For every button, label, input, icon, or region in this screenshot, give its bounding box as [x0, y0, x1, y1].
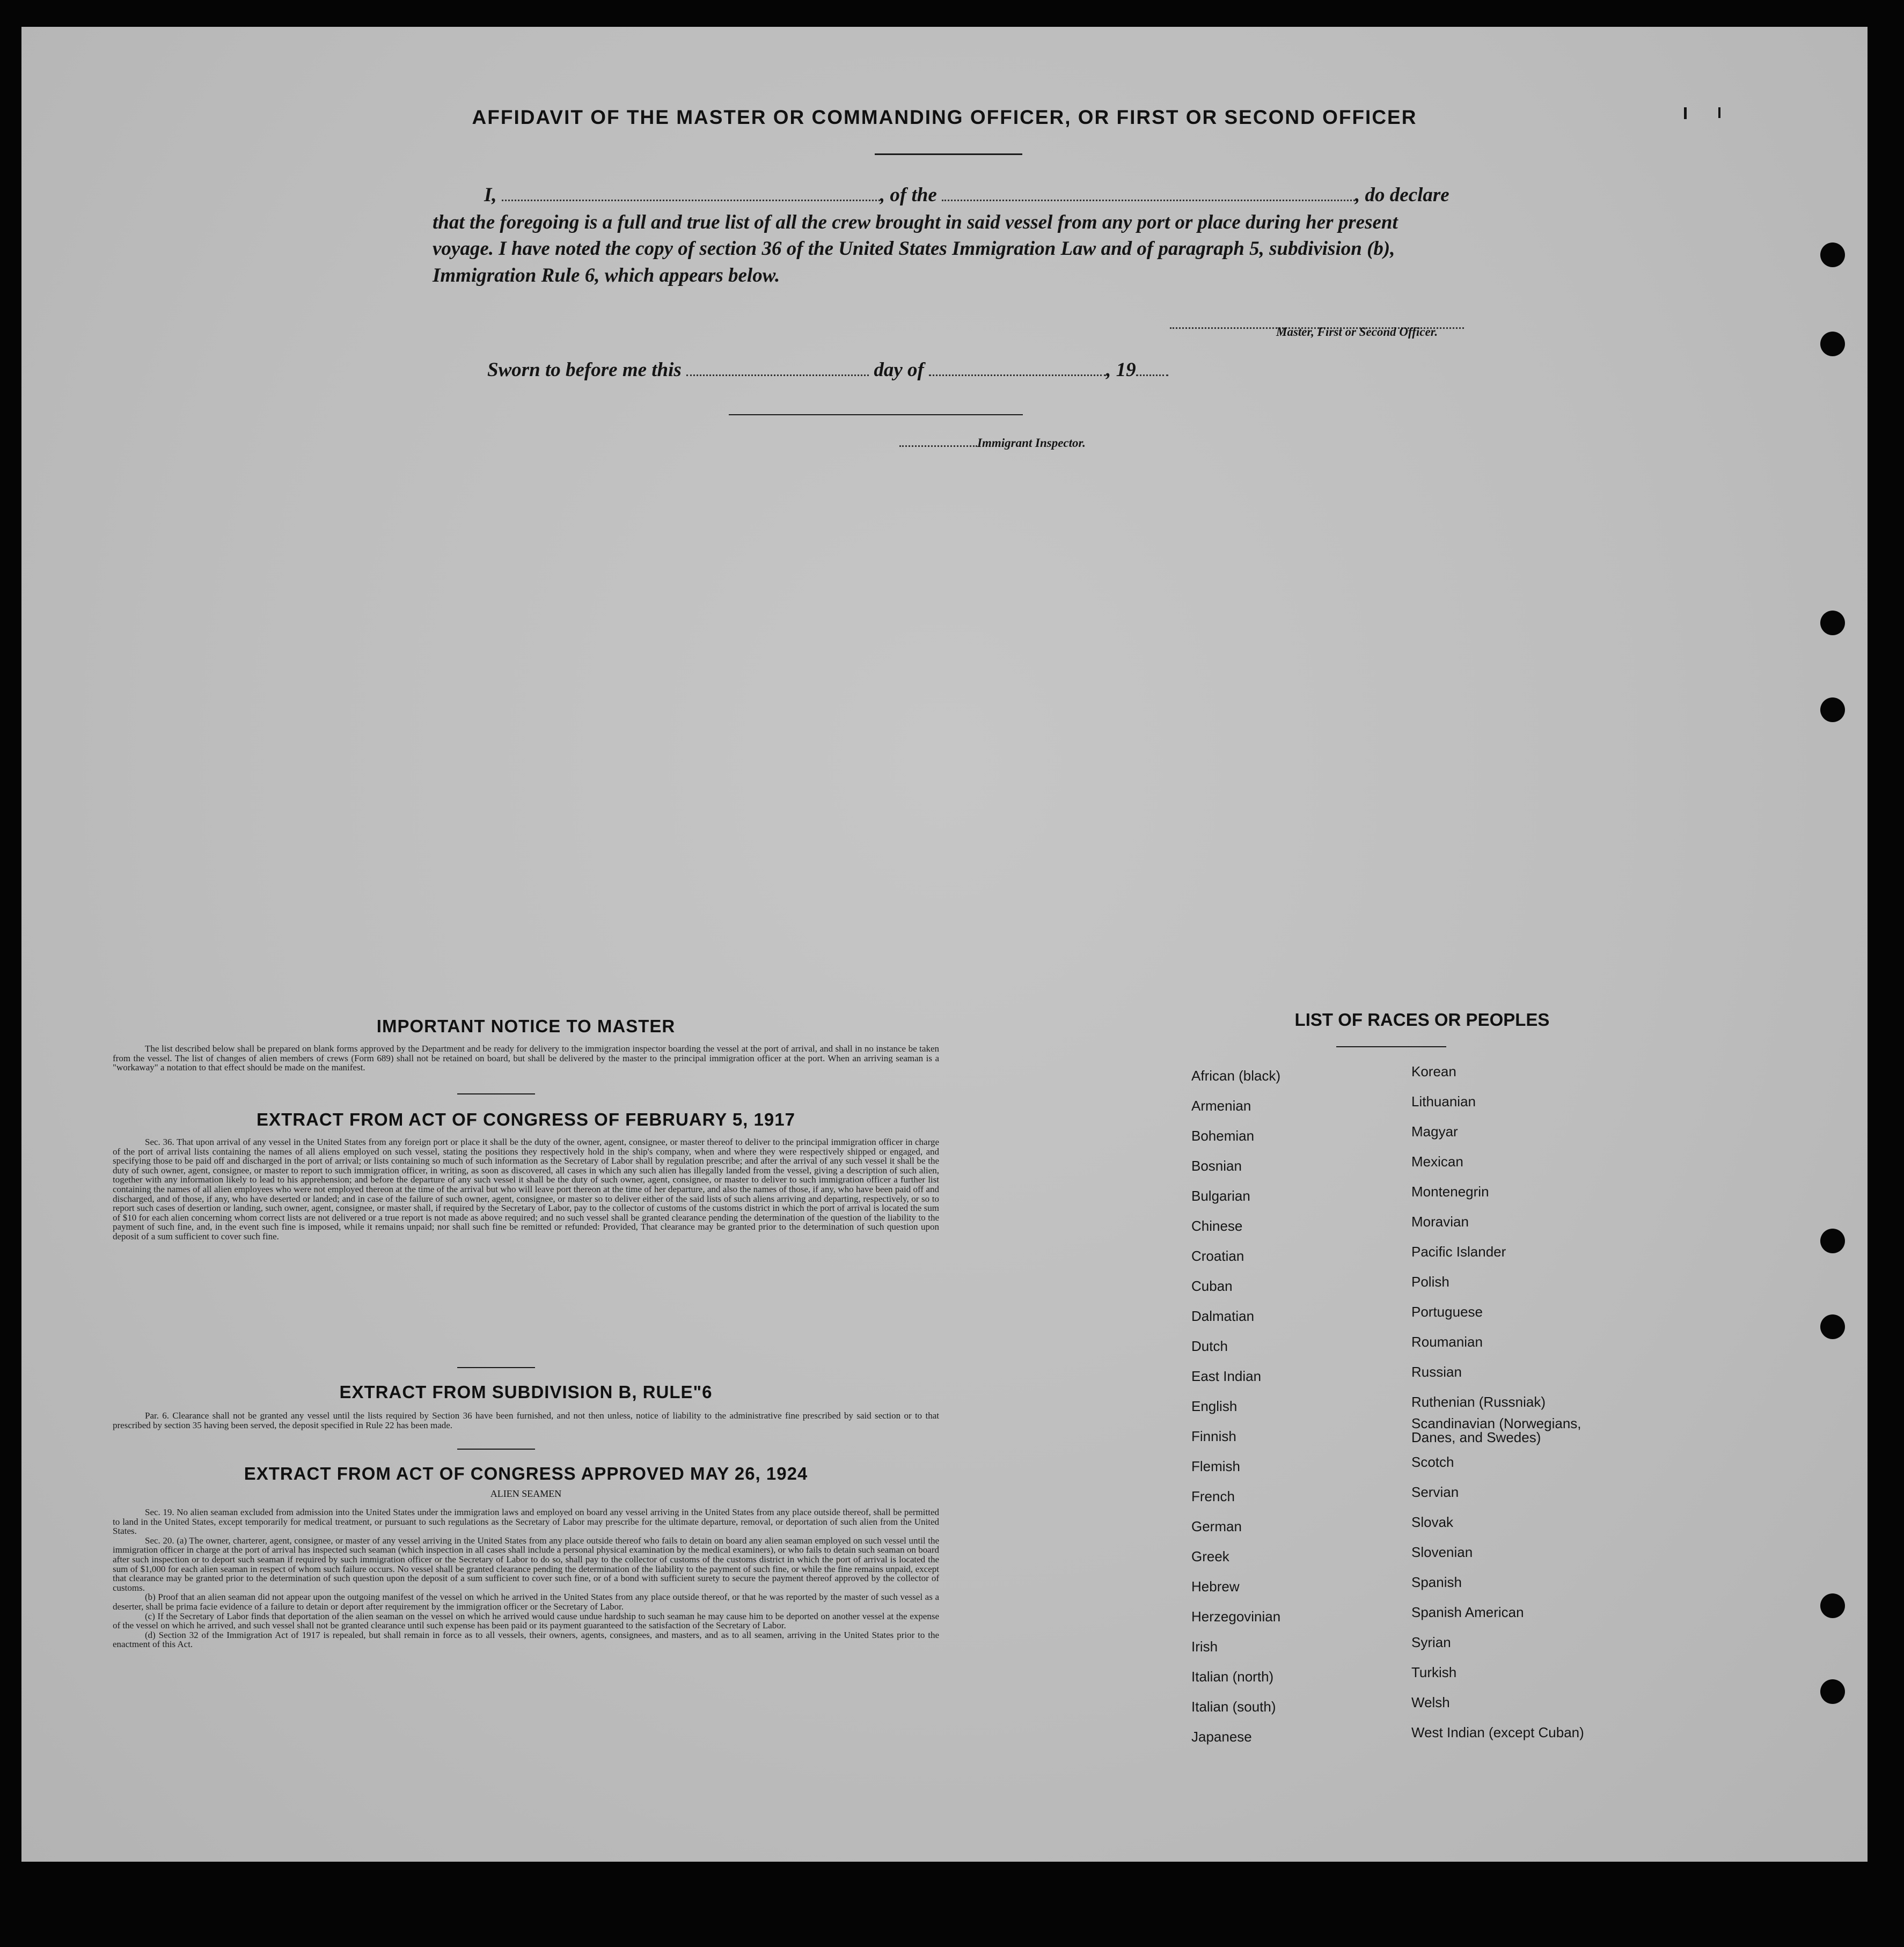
punch-hole — [1820, 332, 1845, 356]
race-item: Magyar — [1411, 1123, 1458, 1140]
race-item: Cuban — [1191, 1278, 1233, 1294]
race-item: Polish — [1411, 1274, 1449, 1290]
race-item: Syrian — [1411, 1634, 1451, 1650]
affidavit-line-3: voyage. I have noted the copy of section 36 of the United States Immigration Law and of paragraph 5, subdivision (b), — [433, 238, 1395, 260]
notice-title: IMPORTANT NOTICE TO MASTER — [376, 1016, 676, 1036]
rule6-paragraph: Par. 6. Clearance shall not be granted any vessel until the lists required by Section 36 have been furnished, and not then unless, notice of liability to the administrative fine prescribed by said section or to that prescribed by section 35 having been served, the deposit specified in Rule 22 has been made. — [113, 1410, 939, 1430]
sec-19-paragraph: Sec. 19. No alien seaman excluded from admission into the United States under the immigration laws and employed on board any vessel arriving in the United States from any place outside thereof, shall be permitted to land in the United States, except temporarily for medical treatment, or pursuant to such regulations as the Secretary of Labor may prescribe for the ultimate departure, removal, or deportation of such alien from the United States. — [113, 1507, 939, 1537]
affidavit-i-label: I, — [484, 184, 497, 206]
race-item: Japanese — [1191, 1729, 1252, 1745]
race-item: Spanish — [1411, 1574, 1462, 1590]
race-item: Spanish American — [1411, 1604, 1524, 1620]
inspector-signature-label — [899, 436, 1086, 450]
punch-hole — [1820, 1679, 1845, 1704]
notice-paragraph: The list described below shall be prepared on blank forms approved by the Department and be ready for delivery to the immigration inspector boarding the vessel at the port of arrival, and shall in no instance be taken from the vessel. The list of changes of alien members of crews (Form 689) shall not be retained on board, but shall be delivered by the master to the principal immigration officer at the port. When an arriving seaman is a "workaway" a notation to that effect should be made on the manifest. — [113, 1044, 939, 1073]
vessel-blank[interactable] — [942, 185, 1355, 201]
notice-body — [113, 1044, 939, 1072]
race-item: West Indian (except Cuban) — [1411, 1724, 1584, 1740]
extract-1917-title: EXTRACT FROM ACT OF CONGRESS OF FEBRUARY 5, 1917 — [257, 1110, 795, 1129]
race-item: Dalmatian — [1191, 1308, 1255, 1324]
race-item: Armenian — [1191, 1098, 1251, 1114]
master-signature-label: Master, First or Second Officer. — [1276, 325, 1438, 339]
inspector-signature-line[interactable] — [729, 414, 1023, 415]
inspector-label-text: Immigrant Inspector. — [977, 436, 1086, 450]
year-label: , 19 — [1106, 359, 1136, 381]
section-divider — [457, 1367, 535, 1368]
extract-1924-title: EXTRACT FROM ACT OF CONGRESS APPROVED MAY 26, 1924 — [244, 1464, 808, 1483]
punch-hole — [1820, 697, 1845, 722]
race-item: Italian (north) — [1191, 1669, 1274, 1685]
name-blank[interactable] — [502, 185, 880, 201]
affidavit-line-1 — [484, 183, 1449, 207]
rule6-title: EXTRACT FROM SUBDIVISION B, RULE"6 — [339, 1382, 713, 1402]
race-item: Bohemian — [1191, 1128, 1255, 1144]
punch-hole — [1820, 1593, 1845, 1618]
race-item: Slovak — [1411, 1514, 1454, 1530]
race-item: Servian — [1411, 1484, 1459, 1500]
sec-20d-paragraph: (d) Section 32 of the Immigration Act of 1917 is repealed, but shall remain in force as to all vessels, their owners, agents, consignees, and masters, and as to all seamen, arriving in the United States prior to the enactment of this Act. — [113, 1629, 939, 1650]
race-item: Scotch — [1411, 1454, 1454, 1470]
race-item: German — [1191, 1518, 1242, 1534]
extract-1924-subtitle: ALIEN SEAMEN — [490, 1488, 562, 1499]
rule6-body — [113, 1411, 939, 1430]
race-item: African (black) — [1191, 1068, 1281, 1084]
day-of-label: day of — [874, 359, 924, 381]
sec-20c-paragraph: (c) If the Secretary of Labor finds that deportation of the alien seaman on the vessel on which he arrived would cause undue hardship to such seaman he may cause him to be deported on another vessel at the expense of the vessel on which he arrived, and such vessel shall not be granted clearance until such expense has been paid or its payment guaranteed to the satisfaction of the Secretary of Labor. — [113, 1611, 939, 1631]
extract-1924-body — [113, 1508, 939, 1649]
race-item: Mexican — [1411, 1153, 1463, 1170]
extract-1917-body — [113, 1137, 939, 1241]
races-divider — [1336, 1046, 1446, 1047]
of-the-label: , of the — [880, 184, 937, 206]
race-item: Hebrew — [1191, 1578, 1240, 1595]
race-item: Russian — [1411, 1364, 1462, 1380]
title-divider — [875, 153, 1022, 155]
race-item: Bosnian — [1191, 1158, 1242, 1174]
race-item: Korean — [1411, 1063, 1456, 1079]
race-item: Ruthenian (Russniak) — [1411, 1394, 1546, 1410]
race-item: Flemish — [1191, 1458, 1241, 1474]
race-item: Lithuanian — [1411, 1093, 1476, 1110]
race-item: Italian (south) — [1191, 1699, 1276, 1715]
race-item: Portuguese — [1411, 1304, 1483, 1320]
race-item: Slovenian — [1411, 1544, 1473, 1560]
sec-20a-paragraph: Sec. 20. (a) The owner, charterer, agent, consignee, or master of any vessel arriving in the United States from any place outside thereof who fails to detain on board any alien seaman employed on such vessel until the immigration officer in charge at the port of arrival has inspected such seaman (which inspection in all cases shall include a personal physical examination by the medical examiners), or who fails to detain such seaman on board after such inspection or to deport such seaman if required by such immigration officer or the Secretary of Labor to do so, shall pay to the collector of customs of the customs district in which the port of arrival is located the sum of $1,000 for each alien seaman in respect of whom such failure occurs. No vessel shall be granted clearance pending the determination of the liability to the payment of such fine, or while the fine remains unpaid, except that clearance may be granted prior to the determination of such question upon the deposit of a sum sufficient to cover such fine, or of a bond with sufficient surety to secure the payment thereof approved by the collector of customs. — [113, 1535, 939, 1593]
section-divider — [457, 1449, 535, 1450]
affidavit-title: AFFIDAVIT OF THE MASTER OR COMMANDING OFFICER, OR FIRST OR SECOND OFFICER — [472, 106, 1417, 128]
punch-hole — [1820, 1314, 1845, 1339]
race-item: Scandinavian (Norwegians, Danes, and Swedes) — [1411, 1415, 1581, 1445]
race-item: Moravian — [1411, 1214, 1469, 1230]
race-item: Croatian — [1191, 1248, 1244, 1264]
sworn-line — [487, 358, 1168, 381]
sworn-month-blank[interactable] — [929, 359, 1106, 376]
sworn-day-blank[interactable] — [686, 359, 869, 376]
races-title: LIST OF RACES OR PEOPLES — [1294, 1010, 1550, 1030]
punch-hole — [1820, 611, 1845, 635]
punch-hole — [1820, 243, 1845, 267]
section-divider — [457, 1093, 535, 1094]
sworn-label: Sworn to before me this — [487, 359, 682, 381]
race-item: East Indian — [1191, 1368, 1262, 1384]
race-item: Herzegovinian — [1191, 1608, 1281, 1625]
race-item: Montenegrin — [1411, 1184, 1489, 1200]
affidavit-line-4: Immigration Rule 6, which appears below. — [433, 265, 780, 286]
race-item: French — [1191, 1488, 1235, 1504]
race-item: Turkish — [1411, 1664, 1457, 1680]
do-declare-label: , do declare — [1355, 184, 1449, 206]
race-item: Chinese — [1191, 1218, 1243, 1234]
sec-20b-paragraph: (b) Proof that an alien seaman did not appear upon the outgoing manifest of the vessel on which he arrived in the United States from any place outside thereof, or that he was reported by the master of such vessel as a deserter, shall be prima facie evidence of a failure to detain or deport after requirement by the immigration officer or the Secretary of Labor. — [113, 1592, 939, 1612]
race-item: Greek — [1191, 1548, 1229, 1564]
document-page — [21, 27, 1868, 1862]
race-item: Finnish — [1191, 1428, 1236, 1444]
race-item: Bulgarian — [1191, 1188, 1250, 1204]
punch-hole — [1820, 1229, 1845, 1253]
race-item: English — [1191, 1398, 1237, 1414]
race-item: Roumanian — [1411, 1334, 1483, 1350]
extract-1917-paragraph: Sec. 36. That upon arrival of any vessel in the United States from any foreign port or place it shall be the duty of the owner, agent, consignee, or master thereof to deliver to the principal immigration officer in charge of the port of arrival lists containing the names of all aliens employed on such vessel, stating the positions they respectively hold in the ship's company, when and where they were respectively shipped or engaged, and specifying those to be paid off and discharged in the port of arrival; or lists containing so much of such information as the Secretary of Labor shall by regulation prescribe; and after the arrival of any such vessel it shall be the duty of such owner, agent, consignee, or master to report to such immigration officer, in writing, as soon as discovered, all cases in which any such alien has illegally landed from the vessel, giving a description of such alien, together with any information likely to lead to his apprehension; and before the departure of any such vessel it shall be the duty of such owner, agent, consignee, or master to deliver to such immigration officer a further list containing the names of all alien employees who were not employed thereon at the time of the arrival but who will leave port thereon at the time of her departure, and also the names of those, if any, who have been paid off and discharged, and of those, if any, who have deserted or landed; and in case of the failure of such owner, agent, consignee, or master so to deliver either of the said lists of such aliens arriving and departing, respectively, or so to report such cases of desertion or landing, such owner, agent, consignee, or master shall, if required by the Secretary of Labor, pay to the collector of customs of the customs district in which the port of arrival is located the sum of $10 for each alien concerning whom correct lists are not delivered or a true report is not made as above required; and no such vessel shall be granted clearance pending the determination of the question of the liability to the payment of such fine, and, in the event such fine is imposed, while it remains unpaid; nor shall such fine be remitted or refunded: Provided, That clearance may be granted prior to the determination of such question upon deposit of a sum sufficient to cover such fine. — [113, 1137, 939, 1241]
inspector-dots — [899, 436, 977, 447]
race-item: Dutch — [1191, 1338, 1228, 1354]
race-item: Pacific Islander — [1411, 1244, 1506, 1260]
affidavit-line-2: that the foregoing is a full and true list of all the crew brought in said vessel from any port or place during her present — [433, 211, 1398, 233]
race-item: Irish — [1191, 1639, 1218, 1655]
race-item: Welsh — [1411, 1694, 1450, 1710]
sworn-year-blank[interactable] — [1136, 359, 1168, 376]
